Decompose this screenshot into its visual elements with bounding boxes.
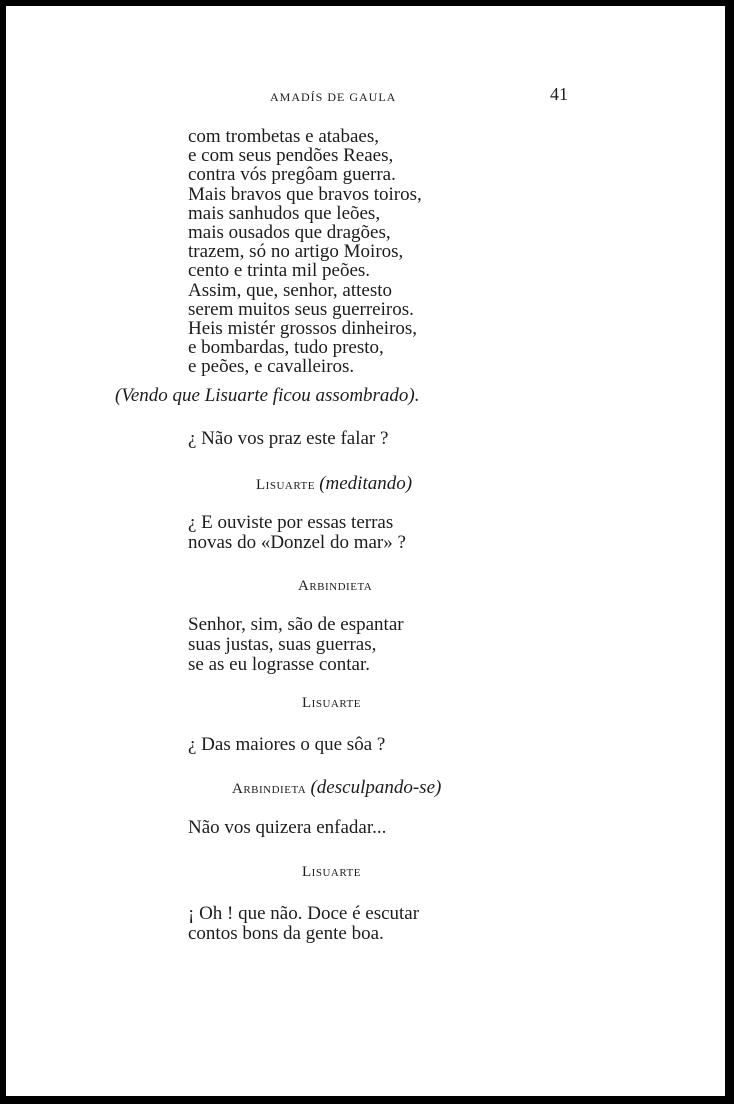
speaker-direction: (desculpando-se) bbox=[310, 777, 442, 798]
verse-line: e com seus pendões Reaes, bbox=[188, 145, 394, 167]
speaker-heading bbox=[302, 695, 361, 712]
speaker-name: Arbindieta bbox=[232, 781, 307, 797]
scan-border-bottom bbox=[0, 1096, 734, 1104]
speech-block bbox=[188, 818, 386, 838]
running-title: AMADÍS DE GAULA bbox=[270, 90, 397, 104]
speech-block bbox=[188, 615, 404, 675]
speech-line: se as eu lograsse contar. bbox=[188, 654, 371, 675]
speaker-heading bbox=[256, 473, 412, 495]
verse-block bbox=[188, 127, 422, 377]
speech-block bbox=[188, 904, 419, 944]
verse-line: Mais bravos que bravos toiros, bbox=[188, 183, 422, 205]
speech-line: suas justas, suas guerras, bbox=[188, 634, 377, 655]
stage-direction: (Vendo que Lisuarte ficou assombrado). bbox=[115, 385, 420, 406]
speech-block bbox=[188, 513, 406, 553]
speaker-heading bbox=[298, 578, 372, 595]
speaker-name: Arbindieta bbox=[298, 578, 373, 594]
speaker-name: Lisuarte bbox=[256, 477, 315, 493]
speech-line: contos bons da gente boa. bbox=[188, 923, 384, 944]
speech-line: ¿ Das maiores o que sôa ? bbox=[188, 734, 386, 755]
verse-line: trazem, só no artigo Moiros, bbox=[188, 241, 404, 263]
verse-line: cento e trinta mil peões. bbox=[188, 260, 371, 282]
scan-border-top bbox=[0, 0, 734, 6]
scan-border-right bbox=[725, 0, 734, 1104]
speaker-name: Lisuarte bbox=[302, 695, 361, 711]
verse-line: mais ousados que dragões, bbox=[188, 222, 391, 244]
speech-line: novas do «Donzel do mar» ? bbox=[188, 532, 406, 553]
verse-line: Assim, que, senhor, attesto bbox=[188, 279, 392, 301]
verse-line: com trombetas e atabaes, bbox=[188, 126, 379, 147]
speaker-name: Lisuarte bbox=[302, 864, 361, 880]
verse-line: e peões, e cavalleiros. bbox=[188, 356, 355, 378]
speech-line: Não vos quizera enfadar... bbox=[188, 817, 387, 838]
verse-line: mais sanhudos que leões, bbox=[188, 202, 381, 224]
speaker-heading bbox=[302, 864, 361, 881]
verse-line: Heis mistér grossos dinheiros, bbox=[188, 318, 418, 340]
question-line: ¿ Não vos praz este falar ? bbox=[188, 428, 389, 449]
verse-line: e bombardas, tudo presto, bbox=[188, 337, 384, 359]
speech-line: ¡ Oh ! que não. Doce é escutar bbox=[188, 903, 420, 924]
speech-line: Senhor, sim, são de espantar bbox=[188, 614, 404, 635]
verse-line: serem muitos seus guerreiros. bbox=[188, 298, 414, 320]
verse-line: contra vós pregôam guerra. bbox=[188, 164, 396, 186]
speaker-direction: (meditando) bbox=[319, 473, 413, 494]
speech-line: ¿ E ouviste por essas terras bbox=[188, 512, 394, 533]
page-number: 41 bbox=[550, 84, 568, 104]
speech-block bbox=[188, 735, 385, 755]
speaker-heading bbox=[232, 777, 441, 799]
scan-border-left bbox=[0, 0, 6, 1104]
